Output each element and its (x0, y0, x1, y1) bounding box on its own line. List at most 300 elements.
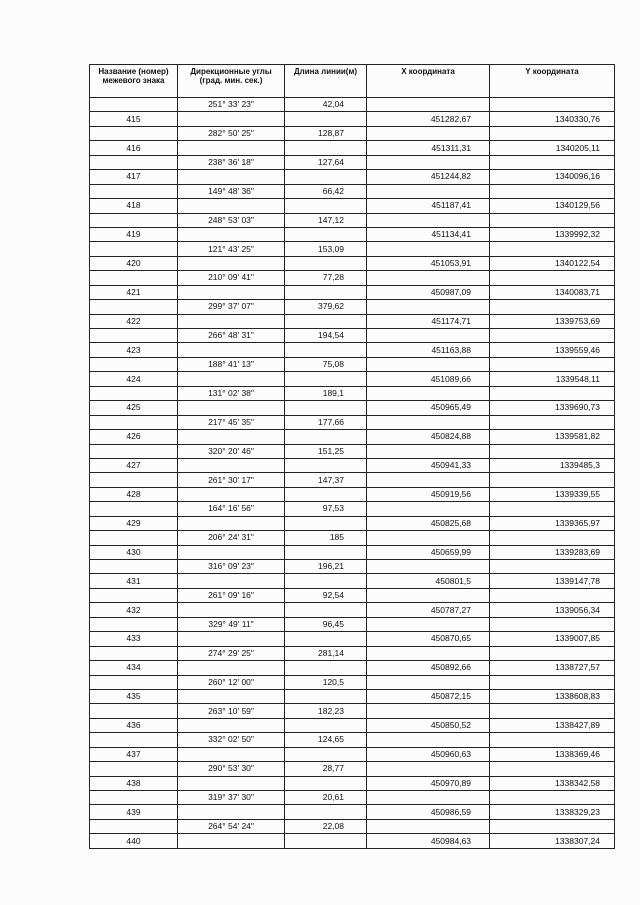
point-x: 450984,63 (367, 834, 490, 848)
point-name: 436 (90, 718, 178, 732)
header-angle: Дирекционные углы (град. мин. сек.) (178, 65, 285, 98)
point-name: 418 (90, 199, 178, 213)
point-row (90, 689, 615, 703)
empty-length-cell (285, 285, 367, 299)
point-row (90, 430, 615, 444)
segment-name-cell (90, 357, 178, 371)
segment-name-cell (90, 242, 178, 256)
segment-angle: 164° 16' 56" (178, 502, 285, 516)
segment-angle: 131° 02' 38" (178, 386, 285, 400)
point-name: 415 (90, 112, 178, 126)
point-row (90, 141, 615, 155)
point-row (90, 401, 615, 415)
segment-name-cell (90, 126, 178, 140)
segment-length: 177,66 (285, 415, 367, 429)
segment-row (90, 819, 615, 833)
point-x: 450659,99 (367, 545, 490, 559)
segment-y-cell (490, 733, 615, 747)
point-y: 1339339,55 (490, 487, 615, 501)
empty-angle-cell (178, 199, 285, 213)
segment-x-cell (367, 733, 490, 747)
segment-x-cell (367, 588, 490, 602)
segment-name-cell (90, 762, 178, 776)
point-row (90, 372, 615, 386)
point-name: 431 (90, 574, 178, 588)
segment-row (90, 704, 615, 718)
empty-angle-cell (178, 256, 285, 270)
segment-y-cell (490, 155, 615, 169)
empty-angle-cell (178, 776, 285, 790)
point-name: 425 (90, 401, 178, 415)
point-y: 1338307,24 (490, 834, 615, 848)
segment-y-cell (490, 704, 615, 718)
empty-length-cell (285, 343, 367, 357)
segment-row (90, 762, 615, 776)
header-name: Название (номер) межевого знака (90, 65, 178, 98)
segment-row (90, 675, 615, 689)
segment-x-cell (367, 184, 490, 198)
segment-name-cell (90, 617, 178, 631)
segment-name-cell (90, 300, 178, 314)
segment-angle: 188° 41' 13" (178, 357, 285, 371)
segment-y-cell (490, 444, 615, 458)
point-name: 427 (90, 458, 178, 472)
segment-angle: 121° 43' 25" (178, 242, 285, 256)
point-row (90, 545, 615, 559)
segment-x-cell (367, 646, 490, 660)
point-row (90, 285, 615, 299)
point-row (90, 343, 615, 357)
segment-y-cell (490, 560, 615, 574)
empty-length-cell (285, 834, 367, 848)
point-row (90, 516, 615, 530)
empty-length-cell (285, 458, 367, 472)
segment-x-cell (367, 357, 490, 371)
empty-length-cell (285, 747, 367, 761)
point-y: 1338329,23 (490, 805, 615, 819)
point-x: 450870,65 (367, 632, 490, 646)
segment-row (90, 502, 615, 516)
segment-x-cell (367, 675, 490, 689)
empty-angle-cell (178, 545, 285, 559)
segment-name-cell (90, 473, 178, 487)
empty-angle-cell (178, 430, 285, 444)
segment-y-cell (490, 819, 615, 833)
point-name: 440 (90, 834, 178, 848)
point-x: 451174,71 (367, 314, 490, 328)
empty-angle-cell (178, 661, 285, 675)
empty-angle-cell (178, 458, 285, 472)
segment-name-cell (90, 588, 178, 602)
segment-y-cell (490, 762, 615, 776)
point-y: 1339056,34 (490, 603, 615, 617)
point-name: 432 (90, 603, 178, 617)
empty-angle-cell (178, 170, 285, 184)
segment-name-cell (90, 444, 178, 458)
point-x: 450986,59 (367, 805, 490, 819)
segment-angle: 274° 29' 25" (178, 646, 285, 660)
segment-length: 182,23 (285, 704, 367, 718)
segment-y-cell (490, 531, 615, 545)
empty-length-cell (285, 170, 367, 184)
point-row (90, 227, 615, 241)
empty-length-cell (285, 401, 367, 415)
point-y: 1339283,69 (490, 545, 615, 559)
point-x: 450941,33 (367, 458, 490, 472)
point-x: 450824,88 (367, 430, 490, 444)
segment-angle: 263° 10' 59" (178, 704, 285, 718)
segment-angle: 282° 50' 25" (178, 126, 285, 140)
segment-angle: 217° 45' 35" (178, 415, 285, 429)
empty-angle-cell (178, 603, 285, 617)
segment-x-cell (367, 386, 490, 400)
point-row (90, 458, 615, 472)
segment-angle: 320° 20' 46" (178, 444, 285, 458)
point-x: 451053,91 (367, 256, 490, 270)
point-row (90, 256, 615, 270)
segment-x-cell (367, 155, 490, 169)
point-x: 450872,15 (367, 689, 490, 703)
segment-angle: 149° 48' 36" (178, 184, 285, 198)
segment-row (90, 184, 615, 198)
segment-row (90, 155, 615, 169)
segment-name-cell (90, 704, 178, 718)
segment-y-cell (490, 300, 615, 314)
empty-length-cell (285, 256, 367, 270)
point-row (90, 199, 615, 213)
segment-y-cell (490, 646, 615, 660)
empty-length-cell (285, 776, 367, 790)
segment-length: 153,09 (285, 242, 367, 256)
segment-name-cell (90, 155, 178, 169)
segment-length: 120,5 (285, 675, 367, 689)
point-x: 451311,31 (367, 141, 490, 155)
segment-name-cell (90, 271, 178, 285)
point-row (90, 170, 615, 184)
empty-length-cell (285, 430, 367, 444)
segment-x-cell (367, 271, 490, 285)
segment-row (90, 473, 615, 487)
point-name: 430 (90, 545, 178, 559)
segment-x-cell (367, 704, 490, 718)
segment-row (90, 98, 615, 112)
segment-row (90, 357, 615, 371)
point-y: 1339365,97 (490, 516, 615, 530)
header-length: Длина линии(м) (285, 65, 367, 98)
point-x: 450960,63 (367, 747, 490, 761)
segment-name-cell (90, 213, 178, 227)
segment-y-cell (490, 473, 615, 487)
segment-x-cell (367, 126, 490, 140)
point-x: 450919,56 (367, 487, 490, 501)
point-y: 1339559,46 (490, 343, 615, 357)
segment-length: 185 (285, 531, 367, 545)
segment-y-cell (490, 386, 615, 400)
segment-length: 66,42 (285, 184, 367, 198)
point-y: 1339581,82 (490, 430, 615, 444)
segment-row (90, 617, 615, 631)
point-name: 423 (90, 343, 178, 357)
segment-row (90, 242, 615, 256)
empty-angle-cell (178, 718, 285, 732)
point-name: 417 (90, 170, 178, 184)
segment-row (90, 560, 615, 574)
segment-length: 22,08 (285, 819, 367, 833)
segment-length: 379,62 (285, 300, 367, 314)
empty-angle-cell (178, 141, 285, 155)
segment-y-cell (490, 415, 615, 429)
point-x: 450850,52 (367, 718, 490, 732)
point-x: 451282,67 (367, 112, 490, 126)
segment-length: 281,14 (285, 646, 367, 660)
segment-length: 194,54 (285, 329, 367, 343)
point-y: 1339548,11 (490, 372, 615, 386)
empty-length-cell (285, 545, 367, 559)
segment-y-cell (490, 242, 615, 256)
segment-x-cell (367, 819, 490, 833)
empty-angle-cell (178, 689, 285, 703)
segment-y-cell (490, 213, 615, 227)
segment-y-cell (490, 357, 615, 371)
point-row (90, 314, 615, 328)
point-row (90, 661, 615, 675)
point-y: 1340330,76 (490, 112, 615, 126)
segment-length: 128,87 (285, 126, 367, 140)
empty-angle-cell (178, 487, 285, 501)
point-row (90, 747, 615, 761)
empty-length-cell (285, 805, 367, 819)
point-y: 1338727,57 (490, 661, 615, 675)
point-x: 451187,41 (367, 199, 490, 213)
segment-x-cell (367, 617, 490, 631)
empty-angle-cell (178, 343, 285, 357)
point-y: 1339690,73 (490, 401, 615, 415)
empty-length-cell (285, 689, 367, 703)
segment-x-cell (367, 98, 490, 112)
point-name: 422 (90, 314, 178, 328)
point-y: 1339007,85 (490, 632, 615, 646)
segment-y-cell (490, 329, 615, 343)
segment-y-cell (490, 184, 615, 198)
point-name: 435 (90, 689, 178, 703)
segment-y-cell (490, 791, 615, 805)
empty-length-cell (285, 227, 367, 241)
point-y: 1338608,83 (490, 689, 615, 703)
point-x: 450965,49 (367, 401, 490, 415)
segment-name-cell (90, 675, 178, 689)
segment-angle: 260° 12' 00" (178, 675, 285, 689)
empty-length-cell (285, 632, 367, 646)
point-x: 450970,89 (367, 776, 490, 790)
point-name: 416 (90, 141, 178, 155)
empty-angle-cell (178, 574, 285, 588)
segment-angle: 266° 48' 31" (178, 329, 285, 343)
segment-angle: 316° 09' 23" (178, 560, 285, 574)
point-name: 420 (90, 256, 178, 270)
point-name: 426 (90, 430, 178, 444)
point-y: 1340083,71 (490, 285, 615, 299)
point-x: 450825,68 (367, 516, 490, 530)
segment-x-cell (367, 502, 490, 516)
segment-row (90, 531, 615, 545)
segment-y-cell (490, 98, 615, 112)
point-y: 1339992,32 (490, 227, 615, 241)
segment-length: 42,04 (285, 98, 367, 112)
point-row (90, 718, 615, 732)
segment-angle: 332° 02' 50" (178, 733, 285, 747)
segment-x-cell (367, 762, 490, 776)
segment-x-cell (367, 791, 490, 805)
empty-length-cell (285, 603, 367, 617)
empty-length-cell (285, 112, 367, 126)
segment-name-cell (90, 531, 178, 545)
segment-length: 124,65 (285, 733, 367, 747)
segment-length: 28,77 (285, 762, 367, 776)
point-x: 451089,66 (367, 372, 490, 386)
point-x: 450787,27 (367, 603, 490, 617)
table-header-row (90, 65, 615, 98)
empty-angle-cell (178, 401, 285, 415)
empty-angle-cell (178, 834, 285, 848)
segment-name-cell (90, 415, 178, 429)
segment-y-cell (490, 126, 615, 140)
segment-y-cell (490, 271, 615, 285)
point-x: 451163,88 (367, 343, 490, 357)
empty-angle-cell (178, 314, 285, 328)
point-name: 428 (90, 487, 178, 501)
segment-x-cell (367, 560, 490, 574)
empty-length-cell (285, 372, 367, 386)
segment-x-cell (367, 531, 490, 545)
point-row (90, 487, 615, 501)
empty-length-cell (285, 574, 367, 588)
empty-angle-cell (178, 805, 285, 819)
segment-length: 20,61 (285, 791, 367, 805)
segment-row (90, 733, 615, 747)
segment-angle: 319° 37' 30" (178, 791, 285, 805)
point-y: 1339753,69 (490, 314, 615, 328)
point-row (90, 574, 615, 588)
segment-name-cell (90, 98, 178, 112)
empty-length-cell (285, 661, 367, 675)
segment-row (90, 444, 615, 458)
point-x: 451134,41 (367, 227, 490, 241)
empty-angle-cell (178, 632, 285, 646)
point-name: 421 (90, 285, 178, 299)
segment-name-cell (90, 329, 178, 343)
segment-length: 92,54 (285, 588, 367, 602)
header-x: X координата (367, 65, 490, 98)
segment-length: 147,37 (285, 473, 367, 487)
segment-x-cell (367, 242, 490, 256)
point-x: 450892,66 (367, 661, 490, 675)
point-name: 439 (90, 805, 178, 819)
segment-angle: 261° 30' 17" (178, 473, 285, 487)
segment-length: 77,28 (285, 271, 367, 285)
segment-x-cell (367, 213, 490, 227)
point-y: 1338342,58 (490, 776, 615, 790)
point-y: 1340129,56 (490, 199, 615, 213)
segment-row (90, 386, 615, 400)
segment-length: 151,25 (285, 444, 367, 458)
segment-length: 75,08 (285, 357, 367, 371)
segment-angle: 261° 09' 16" (178, 588, 285, 602)
segment-name-cell (90, 502, 178, 516)
segment-row (90, 271, 615, 285)
segment-name-cell (90, 560, 178, 574)
point-y: 1340205,11 (490, 141, 615, 155)
segment-name-cell (90, 184, 178, 198)
segment-angle: 206° 24' 31" (178, 531, 285, 545)
segment-x-cell (367, 444, 490, 458)
point-name: 419 (90, 227, 178, 241)
segment-y-cell (490, 502, 615, 516)
empty-angle-cell (178, 747, 285, 761)
segment-angle: 264° 54' 24" (178, 819, 285, 833)
empty-length-cell (285, 199, 367, 213)
segment-name-cell (90, 819, 178, 833)
point-row (90, 834, 615, 848)
empty-length-cell (285, 516, 367, 530)
point-y: 1339485,3 (490, 458, 615, 472)
segment-row (90, 791, 615, 805)
empty-length-cell (285, 141, 367, 155)
segment-name-cell (90, 733, 178, 747)
segment-x-cell (367, 415, 490, 429)
segment-angle: 329° 49' 11" (178, 617, 285, 631)
point-name: 438 (90, 776, 178, 790)
segment-name-cell (90, 386, 178, 400)
segment-y-cell (490, 675, 615, 689)
header-y: Y координата (490, 65, 615, 98)
segment-row (90, 329, 615, 343)
point-name: 434 (90, 661, 178, 675)
segment-row (90, 588, 615, 602)
segment-y-cell (490, 588, 615, 602)
point-y: 1339147,78 (490, 574, 615, 588)
segment-length: 189,1 (285, 386, 367, 400)
empty-length-cell (285, 487, 367, 501)
segment-angle: 210° 09' 41" (178, 271, 285, 285)
empty-length-cell (285, 718, 367, 732)
segment-row (90, 415, 615, 429)
empty-length-cell (285, 314, 367, 328)
segment-angle: 248° 53' 03" (178, 213, 285, 227)
segment-angle: 299° 37' 07" (178, 300, 285, 314)
segment-angle: 238° 36' 18" (178, 155, 285, 169)
segment-length: 97,53 (285, 502, 367, 516)
point-name: 433 (90, 632, 178, 646)
segment-name-cell (90, 791, 178, 805)
segment-length: 147,12 (285, 213, 367, 227)
point-row (90, 112, 615, 126)
segment-row (90, 213, 615, 227)
point-x: 450987,09 (367, 285, 490, 299)
point-name: 437 (90, 747, 178, 761)
segment-x-cell (367, 300, 490, 314)
point-y: 1340122,54 (490, 256, 615, 270)
segment-x-cell (367, 473, 490, 487)
empty-angle-cell (178, 112, 285, 126)
segment-y-cell (490, 617, 615, 631)
point-row (90, 805, 615, 819)
segment-x-cell (367, 329, 490, 343)
empty-angle-cell (178, 516, 285, 530)
point-row (90, 776, 615, 790)
point-row (90, 632, 615, 646)
point-x: 451244,82 (367, 170, 490, 184)
point-x: 450801,5 (367, 574, 490, 588)
